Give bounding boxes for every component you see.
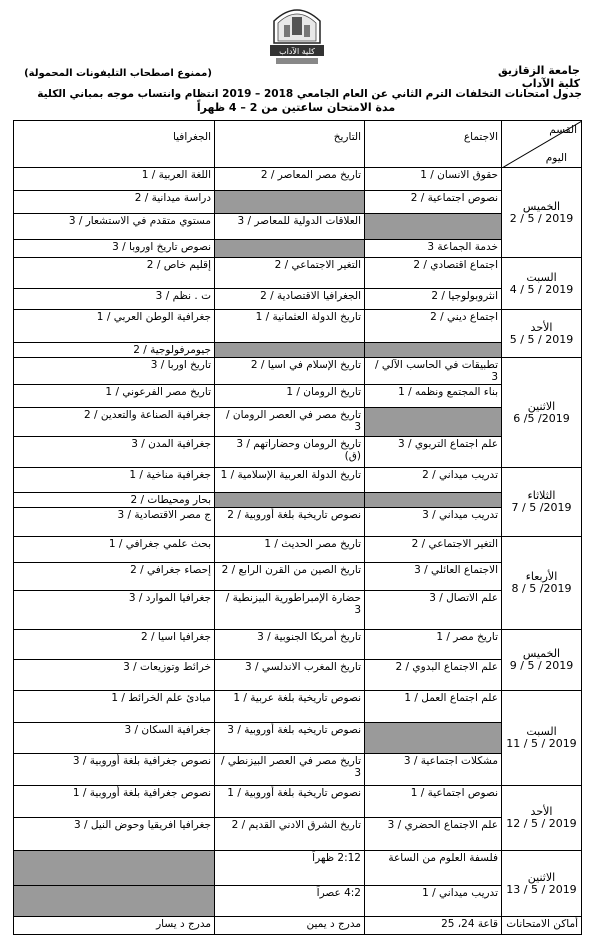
day-date: 4 / 5 / 2019 xyxy=(509,282,574,296)
day-date: 9 / 5 / 2019 xyxy=(509,659,574,672)
page-header xyxy=(0,0,589,118)
cell-history: تاريخ مصر الحديث / 1 xyxy=(215,537,365,563)
cell-geography: جغرافيا افريقيا وحوض النيل / 3 xyxy=(14,818,215,851)
table-row xyxy=(14,191,582,214)
table-row xyxy=(14,818,582,851)
day-name: الاثنين xyxy=(527,399,556,413)
cell-sociology: التغير الاجتماعي / 2 xyxy=(365,537,502,563)
cell-sociology: تطبيقات في الحاسب الآلي / 3 xyxy=(365,358,502,385)
cell-sociology: حقوق الانسان / 1 xyxy=(365,168,502,191)
cell-sociology xyxy=(365,493,502,508)
cell-sociology: تدريب ميداني / 1 xyxy=(365,886,502,917)
cell-geography: بحث علمي جغرافي / 1 xyxy=(14,537,215,563)
table-row xyxy=(14,258,582,289)
cell-sociology: نصوص اجتماعية / 1 xyxy=(365,786,502,818)
table-row xyxy=(14,289,582,310)
day-cell xyxy=(502,168,582,258)
cell-sociology xyxy=(365,408,502,437)
cell-sociology: نصوص اجتماعية / 2 xyxy=(365,191,502,214)
cell-geography: نصوص جغرافية بلغة أوروبية / 1 xyxy=(14,786,215,818)
cell-history: نصوص تاريخيه بلغة أوروبية / 3 xyxy=(215,723,365,754)
cell-time: 4:2 عصراً xyxy=(215,886,365,917)
day-name: الاثنين xyxy=(527,870,556,884)
day-cell xyxy=(502,358,582,468)
cell-geography: جغرافية مناخية / 1 xyxy=(14,468,215,493)
table-row xyxy=(14,408,582,437)
day-name: السبت xyxy=(526,725,557,738)
cell-sociology: اجتماع اقتصادي / 2 xyxy=(365,258,502,289)
cell-geography: جيومرفولوجية / 2 xyxy=(14,343,215,358)
cell-geography: جغرافيا الموارد / 3 xyxy=(14,591,215,630)
day-cell xyxy=(502,630,582,691)
day-date: 12 / 5 / 2019 xyxy=(506,817,577,830)
day-cell xyxy=(502,851,582,917)
cell-geography: تاريخ مصر الفرعوني / 1 xyxy=(14,385,215,408)
table-row xyxy=(14,537,582,563)
cell-geography: نصوص جغرافية بلغة أوروبية / 3 xyxy=(14,754,215,786)
table-row xyxy=(14,630,582,660)
cell-history: تاريخ المغرب الاندلسي / 3 xyxy=(215,660,365,691)
cell-sociology: انثروبولوجيا / 2 xyxy=(365,289,502,310)
col-header-history: التاريخ xyxy=(215,121,365,168)
day-cell xyxy=(502,258,582,310)
cell-sociology xyxy=(365,214,502,240)
cell-history: تاريخ الدولة العثمانية / 1 xyxy=(215,310,365,343)
cell-geography: مبادئ علم الخرائط / 1 xyxy=(14,691,215,723)
table-row xyxy=(14,851,582,886)
cell-history: تاريخ مصر في العصر الرومان / 3 xyxy=(215,408,365,437)
cell-sociology: اجتماع ديني / 2 xyxy=(365,310,502,343)
faculty-name: كلية الآداب xyxy=(521,77,580,90)
cell-geography: جغرافية الصناعة والتعدين / 2 xyxy=(14,408,215,437)
cell-sociology: الاجتماع العائلي / 3 xyxy=(365,563,502,591)
cell-history: الجغرافيا الاقتصادية / 2 xyxy=(215,289,365,310)
table-row xyxy=(14,660,582,691)
day-name: الأربعاء xyxy=(525,570,558,583)
day-name: الأحد xyxy=(530,805,553,818)
university-name: جامعة الزقازيق xyxy=(497,64,580,77)
cell-sociology: مشكلات اجتماعية / 3 xyxy=(365,754,502,786)
cell-sociology: علم الاتصال / 3 xyxy=(365,591,502,630)
table-row xyxy=(14,358,582,385)
cell-geography: إقليم خاص / 2 xyxy=(14,258,215,289)
cell-geography: جغرافية المدن / 3 xyxy=(14,437,215,468)
cell-history xyxy=(215,191,365,214)
cell-history: تاريخ مصر في العصر البيزنطي / 3 xyxy=(215,754,365,786)
day-name: الثلاثاء xyxy=(527,489,556,502)
table-row xyxy=(14,310,582,343)
cell-geography: إحصاء جغرافي / 2 xyxy=(14,563,215,591)
table-row xyxy=(14,493,582,508)
cell-history xyxy=(215,493,365,508)
cell-history: نصوص تاريخية بلغة عربية / 1 xyxy=(215,691,365,723)
places-row xyxy=(14,917,582,935)
cell-history: حضارة الإمبراطورية البيزنطية / 3 xyxy=(215,591,365,630)
day-name: الأحد xyxy=(530,320,553,334)
day-name: السبت xyxy=(526,270,557,284)
day-cell xyxy=(502,468,582,537)
day-date: 6 /5 /2019 xyxy=(513,411,570,425)
col-header-sociology: الاجتماع xyxy=(365,121,502,168)
table-row xyxy=(14,214,582,240)
table-row xyxy=(14,468,582,493)
cell-geography: نصوص تاريخ اوروبا / 3 xyxy=(14,240,215,258)
cell-geography: جغرافية السكان / 3 xyxy=(14,723,215,754)
corner-diagonal xyxy=(502,121,582,168)
col-header-geography: الجغرافيا xyxy=(14,121,215,168)
cell-history: نصوص تاريخية بلغة أوروبية / 1 xyxy=(215,786,365,818)
cell-sociology: بناء المجتمع ونظمه / 1 xyxy=(365,385,502,408)
day-cell xyxy=(502,310,582,358)
day-date: 13 / 5 / 2019 xyxy=(506,882,577,896)
place-history: مدرج د يمين xyxy=(215,917,365,935)
schedule-title: جدول امتحانات التخلفات الترم الثاني عن العام الجامعي 2018 – 2019 انتظام وانتساب موجه بمباني الكلية xyxy=(37,88,582,100)
corner-day-label: اليوم xyxy=(545,152,567,164)
table-row xyxy=(14,786,582,818)
cell-history: تاريخ الدولة العربية الإسلامية / 1 xyxy=(215,468,365,493)
exam-duration: مدة الامتحان ساعتين من 2 – 4 ظهراً xyxy=(196,101,396,114)
place-sociology: قاعة 24، 25 xyxy=(365,917,502,935)
table-row xyxy=(14,508,582,537)
cell-sociology xyxy=(365,343,502,358)
cell-history: تاريخ أمريكا الجنوبية / 3 xyxy=(215,630,365,660)
table-row xyxy=(14,343,582,358)
cell-geography: ت . نظم / 3 xyxy=(14,289,215,310)
cell-history: تاريخ الصين من القرن الرابع / 2 xyxy=(215,563,365,591)
day-date: 2 / 5 / 2019 xyxy=(509,211,574,225)
cell-sociology: تدريب ميداني / 3 xyxy=(365,508,502,537)
day-date: 11 / 5 / 2019 xyxy=(506,737,577,750)
table-row xyxy=(14,168,582,191)
cell-sociology: تاريخ مصر / 1 xyxy=(365,630,502,660)
day-cell xyxy=(502,786,582,851)
day-date: 7 / 5 /2019 xyxy=(511,501,572,514)
cell-history: نصوص تاريخية بلغة أوروبية / 2 xyxy=(215,508,365,537)
cell-sociology: علم الاجتماع الحضري / 3 xyxy=(365,818,502,851)
day-cell xyxy=(502,537,582,630)
cell-sociology: خدمة الجماعة 3 xyxy=(365,240,502,258)
exam-schedule-table xyxy=(13,120,582,935)
faculty-logo xyxy=(262,3,332,67)
logo-text: كلية الآداب xyxy=(279,47,315,56)
places-label: أماكن الامتحانات xyxy=(502,917,582,935)
cell-history: تاريخ الإسلام في اسيا / 2 xyxy=(215,358,365,385)
cell-history: العلاقات الدولية للمعاصر / 3 xyxy=(215,214,365,240)
day-name: الخميس xyxy=(522,647,561,660)
table-row xyxy=(14,437,582,468)
cell-history: التغير الاجتماعي / 2 xyxy=(215,258,365,289)
table-row xyxy=(14,723,582,754)
corner-dept-label: القسم xyxy=(549,124,577,136)
cell-sociology: علم الاجتماع البدوي / 2 xyxy=(365,660,502,691)
cell-history xyxy=(215,343,365,358)
cell-empty xyxy=(14,851,215,886)
cell-geography: اللغة العربية / 1 xyxy=(14,168,215,191)
table-row xyxy=(14,691,582,723)
table-row xyxy=(14,240,582,258)
cell-geography: ج مصر الاقتصادية / 3 xyxy=(14,508,215,537)
cell-history: تاريخ الشرق الادني القديم / 2 xyxy=(215,818,365,851)
cell-sociology: تدريب ميداني / 2 xyxy=(365,468,502,493)
corner-cell xyxy=(502,121,582,168)
cell-geography: تاريخ اوربا / 3 xyxy=(14,358,215,385)
cell-geography: دراسة ميدانية / 2 xyxy=(14,191,215,214)
cell-geography: جغرافية الوطن العربي / 1 xyxy=(14,310,215,343)
table-row xyxy=(14,886,582,917)
cell-history: تاريخ الرومان وحضاراتهم / 3 (ق) xyxy=(215,437,365,468)
cell-history xyxy=(215,240,365,258)
table-row xyxy=(14,385,582,408)
cell-sociology: علم اجتماع العمل / 1 xyxy=(365,691,502,723)
cell-time: 2:12 ظهراً xyxy=(215,851,365,886)
day-cell xyxy=(502,691,582,786)
cell-sociology: فلسفة العلوم من الساعة xyxy=(365,851,502,886)
phones-notice: (ممنوع اصطحاب التليفونات المحمولة) xyxy=(24,68,212,79)
table-row xyxy=(14,563,582,591)
day-date: 8 / 5 /2019 xyxy=(511,582,572,595)
place-geography: مدرج د يسار xyxy=(14,917,215,935)
day-name: الخميس xyxy=(522,199,561,213)
cell-geography: خرائط وتوزيعات / 3 xyxy=(14,660,215,691)
table-header-row xyxy=(14,121,582,168)
table-row xyxy=(14,591,582,630)
cell-geography: جغرافيا اسيا / 2 xyxy=(14,630,215,660)
cell-geography: بحار ومحيطات / 2 xyxy=(14,493,215,508)
cell-sociology: علم اجتماع التربوي / 3 xyxy=(365,437,502,468)
cell-history: تاريخ مصر المعاصر / 2 xyxy=(215,168,365,191)
day-date: 5 / 5 / 2019 xyxy=(509,332,574,346)
cell-sociology xyxy=(365,723,502,754)
cell-geography: مستوي متقدم في الاستشعار / 3 xyxy=(14,214,215,240)
table-row xyxy=(14,754,582,786)
cell-empty xyxy=(14,886,215,917)
cell-history: تاريخ الرومان / 1 xyxy=(215,385,365,408)
